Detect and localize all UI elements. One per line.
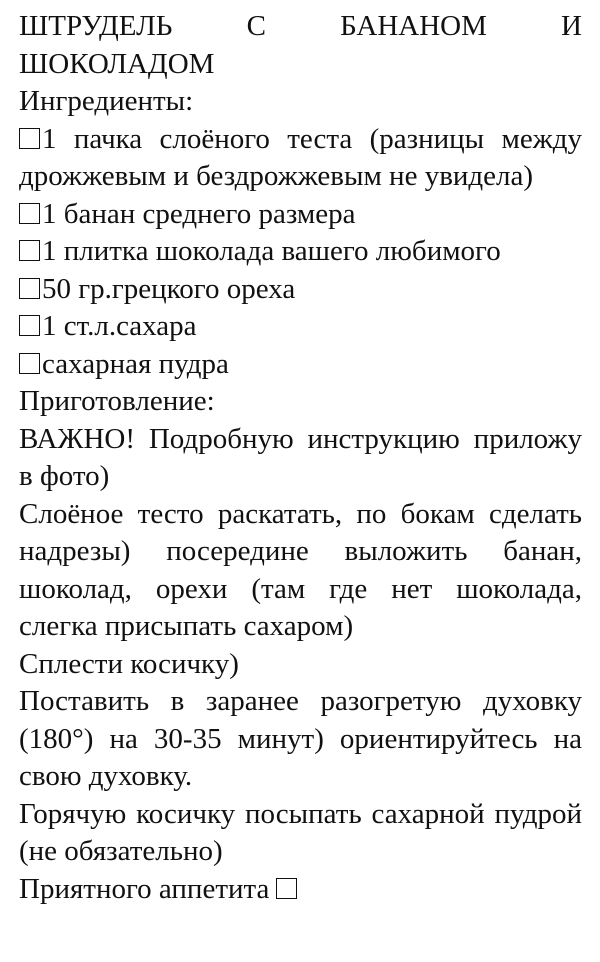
- ingredient-item: [19, 196, 582, 234]
- ingredient-text: 1 банан среднего размера: [42, 197, 356, 230]
- step-paragraph: Слоёное тесто раскатать, по бокам сделать надрезы) посередине выложить банан, шоколад, орехи (там где нет шоколада, слегка присыпать сахаром): [19, 497, 582, 642]
- checkbox-icon: [19, 353, 40, 374]
- checkbox-icon: [19, 203, 40, 224]
- ingredient-text: 1 пачка слоёного теста (разницы между дрожжевым и бездрожжевым не увидела): [19, 122, 582, 192]
- step-paragraph: Горячую косичку посыпать сахарной пудрой (не обязательно): [19, 797, 582, 867]
- step-paragraph: Сплести косичку): [19, 647, 239, 680]
- closing-text: Приятного аппетита: [19, 872, 270, 905]
- ingredient-text: 50 гр.грецкого ореха: [42, 272, 296, 305]
- checkbox-icon: [19, 128, 40, 149]
- ingredient-item: [19, 346, 582, 384]
- ingredient-text: сахарная пудра: [42, 347, 229, 380]
- ingredient-text: 1 плитка шоколада вашего любимого: [42, 235, 501, 267]
- checkbox-icon: [19, 315, 40, 336]
- step-paragraph: ВАЖНО! Подробную инструкцию приложу в фото): [19, 422, 582, 492]
- ingredient-item: [19, 121, 582, 196]
- checkbox-icon: [276, 878, 297, 899]
- recipe-title: ШТРУДЕЛЬ С БАНАНОМ И ШОКОЛАДОМ: [19, 10, 582, 80]
- step-paragraph: Поставить в заранее разогретую духовку (180°) на 30-35 минут) ориентируйтесь на свою духовку.: [19, 685, 582, 792]
- recipe-document: [19, 8, 582, 908]
- preparation-heading: Приготовление:: [19, 385, 215, 417]
- ingredient-item: [19, 308, 582, 346]
- ingredients-heading: Ингредиенты:: [19, 85, 194, 117]
- ingredient-text: 1 ст.л.сахара: [42, 310, 197, 342]
- ingredient-item: [19, 233, 582, 271]
- checkbox-icon: [19, 240, 40, 261]
- closing-line: [19, 871, 582, 909]
- checkbox-icon: [19, 278, 40, 299]
- ingredient-item: [19, 271, 582, 309]
